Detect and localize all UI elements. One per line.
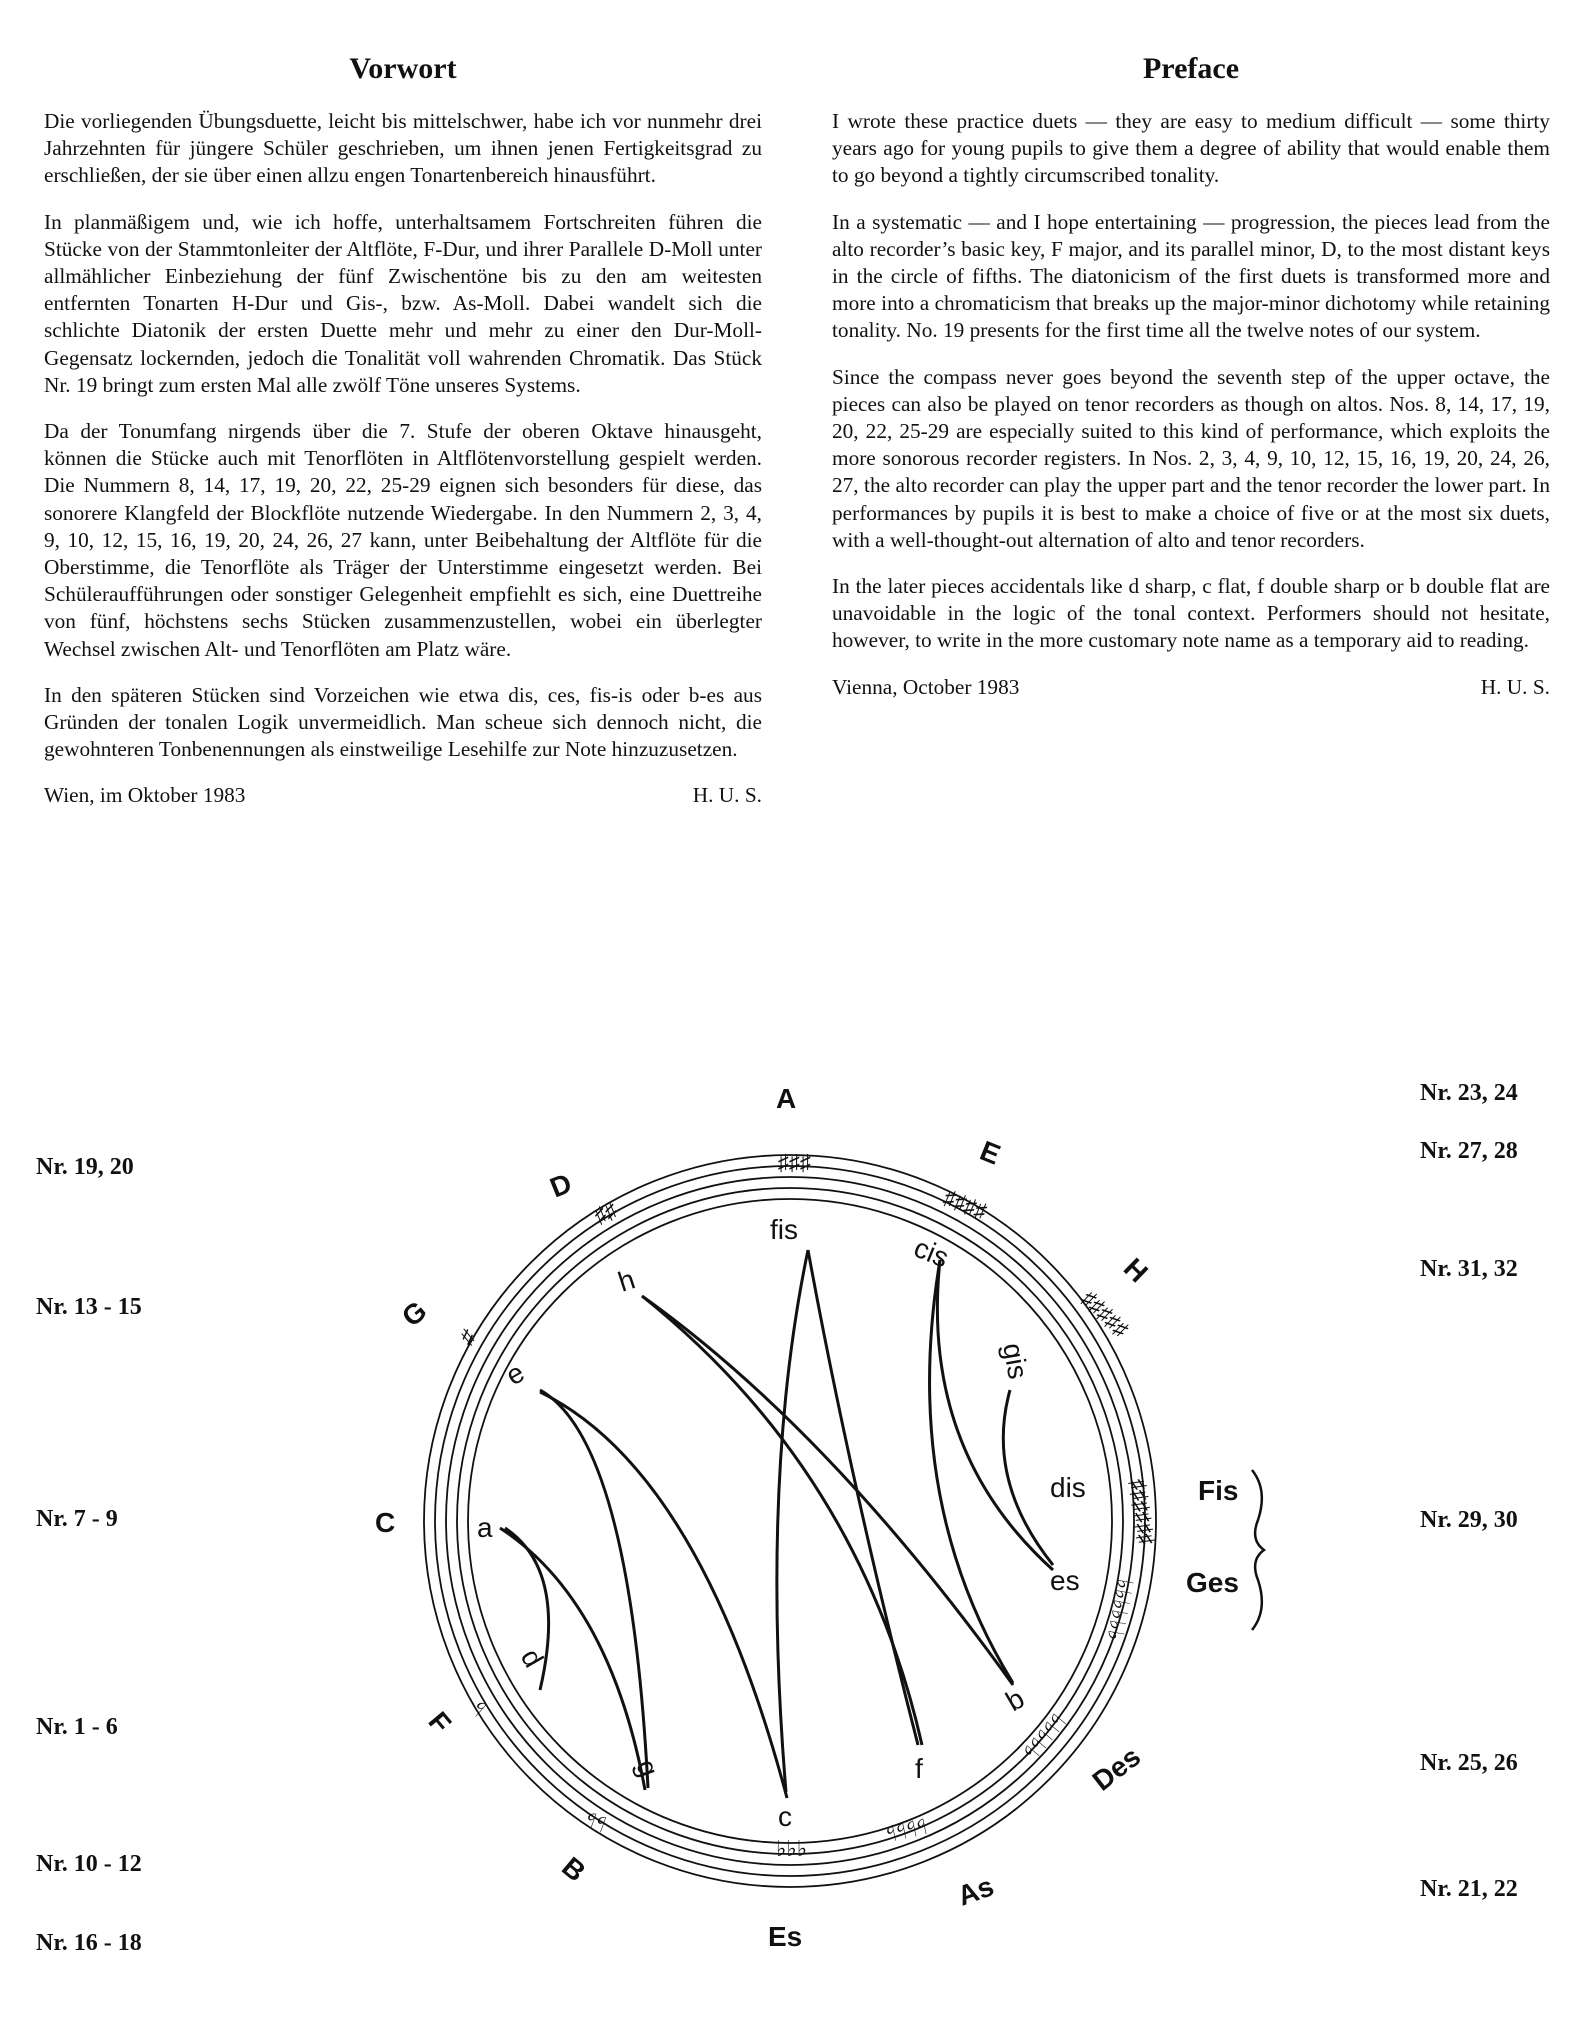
curve-cis-b [930, 1260, 1013, 1683]
staff-ring-1 [424, 1155, 1156, 1887]
key-label-fis: fis [770, 1214, 798, 1245]
nr-label-left-1: Nr. 19, 20 [36, 1154, 134, 1180]
key-label-h: h [614, 1263, 639, 1298]
accidental-e: ♯♯♯♯ [940, 1184, 991, 1225]
preface-place-date: Vienna, October 1983 [832, 674, 1020, 699]
curve-e-c [540, 1392, 787, 1798]
nr-label-left-3: Nr. 7 - 9 [36, 1506, 118, 1532]
vorwort-paragraph-4: In den späteren Stücken sind Vorzeichen wie etwa dis, ces, fis-is oder b-es aus Gründen der tonalen Logik unvermeidlich. Man scheue sich dennoch nicht, die gewohnteren Tonbenennungen als einstweilige Lesehilfe zur Note hinzuzusetzen. [44, 682, 762, 762]
nr-label-right-4: Nr. 29, 30 [1420, 1507, 1518, 1533]
preface-section [832, 52, 1550, 701]
vorwort-section [44, 52, 762, 809]
key-label-es: es [1050, 1565, 1080, 1596]
curve-cis-es [937, 1260, 1053, 1570]
key-label-c: c [778, 1801, 792, 1832]
circle-of-fifths-diagram [0, 1060, 1581, 2023]
key-label-Des: Des [1086, 1740, 1147, 1797]
key-label-d: d [514, 1643, 550, 1673]
accidental-b: ♭♭ [581, 1806, 610, 1837]
vorwort-paragraph-2: In planmäßigem und, wie ich hoffe, unterhaltsamem Fortschreiten führen die Stücke von der Stammtonleiter der Altflöte, F-Dur, und ihrer Parallele D-Moll unter allmählicher Einbeziehung der fünf Zwischentöne bis zu den am weitesten entfernten Tonarten H-Dur und Gis-, bzw. As-Moll. Dabei wandelt sich die schlichte Diatonik der ersten Duette mehr und mehr zu einer den Dur-Moll-Gegensatz lockernden, jedoch die Tonalität voll wahrenden Chromatik. Das Stück Nr. 19 bringt zum ersten Mal alle zwölf Töne unseres Systems. [44, 209, 762, 397]
accidental-h: ♯♯♯♯♯ [1076, 1285, 1134, 1342]
vorwort-paragraph-1: Die vorliegenden Übungsduette, leicht bis mittelschwer, habe ich vor nunmehr drei Jahrzehnten für jüngere Schüler geschrieben, um ihnen jenen Fertigkeitsgrad zu erschließen, der sie über einen allzu engen Tonartenbereich hinausführt. [44, 109, 762, 188]
preface-paragraph-2: In a systematic — and I hope entertaining — progression, the pieces lead from the alto recorder’s basic key, F major, and its parallel minor, D, to the most distant keys in the circle of fifths. The diatonicism of the first duets is transformed more and more into a chromaticism that breaks up the major-minor dichotomy while retaining tonality. No. 19 presents for the first time all the twelve notes of our system. [832, 209, 1550, 343]
nr-label-left-6: Nr. 16 - 18 [36, 1930, 142, 1956]
vorwort-title: Vorwort [349, 52, 457, 85]
accidental-a: ♯♯♯ [778, 1150, 811, 1175]
key-label-A: A [776, 1083, 797, 1114]
staff-ring-3 [446, 1177, 1134, 1865]
preface-initials: H. U. S. [1480, 674, 1550, 699]
key-label-a: a [477, 1512, 493, 1543]
key-label-F: F [422, 1705, 458, 1739]
key-label-b: b [1000, 1682, 1030, 1718]
curve-fis-c [777, 1250, 808, 1792]
key-label-Ges: Ges [1186, 1567, 1239, 1598]
key-label-Fis: Fis [1198, 1475, 1239, 1506]
staff-ring-2 [435, 1166, 1145, 1876]
key-label-e: e [500, 1356, 530, 1392]
accidental-fis: ♯♯♯♯♯♯ [1125, 1477, 1159, 1547]
staff-ring-5 [468, 1199, 1112, 1843]
accidental-d: ♯♯ [590, 1197, 621, 1229]
vorwort-place-date: Wien, im Oktober 1983 [44, 783, 246, 808]
accidental-as: ♭♭♭♭ [883, 1813, 930, 1847]
nr-label-left-2: Nr. 13 - 15 [36, 1294, 142, 1320]
key-label-As: As [953, 1870, 998, 1912]
major-key-labels [375, 1083, 1239, 1952]
key-label-g: g [630, 1755, 665, 1781]
key-label-cis: cis [909, 1231, 954, 1274]
nr-label-left-4: Nr. 1 - 6 [36, 1714, 118, 1740]
preface-paragraph-4: In the later pieces accidentals like d sharp, c flat, f double sharp or b double flat are unavoidable in the logic of the tonal context. Performers should not hesitate, however, to write in the more customary note name as a temporary aid to reading. [832, 574, 1550, 653]
preface-signature [832, 674, 1550, 701]
nr-label-right-1: Nr. 23, 24 [1420, 1080, 1518, 1106]
key-label-f: f [915, 1753, 923, 1784]
curve-h-f [642, 1296, 922, 1745]
key-label-E: E [975, 1134, 1005, 1171]
key-label-Es: Es [768, 1921, 803, 1952]
accidental-des: ♭♭♭♭♭ [1017, 1708, 1071, 1765]
connector-curves [500, 1250, 1053, 1798]
vorwort-initials: H. U. S. [692, 783, 762, 808]
staff-rings [424, 1155, 1156, 1887]
accidental-ges: ♭♭♭♭♭♭ [1102, 1577, 1138, 1643]
key-label-D: D [545, 1167, 577, 1204]
vorwort-paragraph-3: Da der Tonumfang nirgends über die 7. Stufe der oberen Oktave hinausgeht, können die Stücke auch mit Tenorflöten in Altflötenvorstellung gespielt werden. Die Nummern 8, 14, 17, 19, 20, 22, 25-29 eignen sich besonders für diese, das sonorere Klangfeld der Blockflöte nutzende Wiedergabe. In den Nummern 2, 3, 4, 9, 10, 12, 15, 16, 19, 20, 24, 26, 27 kann, unter Beibehaltung der Altflöte für die Oberstimme, die Tenorflöte als Träger der Unterstimme eingesetzt werden. Bei Schüleraufführungen oder sonstiger Gelegenheit empfiehlt es sich, eine Duettreihe von fünf, höchstens sechs Stücken zusammenzustellen, wobei ein überlegter Wechsel zwischen Alt- und Tenorflöten am Platz wäre. [44, 419, 762, 661]
vorwort-signature [44, 782, 762, 809]
nr-label-left-5: Nr. 10 - 12 [36, 1851, 142, 1877]
nr-label-right-2: Nr. 27, 28 [1420, 1138, 1518, 1164]
key-label-H: H [1117, 1252, 1154, 1289]
nr-label-right-6: Nr. 21, 22 [1420, 1876, 1518, 1902]
accidental-es: ♭♭♭ [776, 1836, 808, 1861]
key-label-G: G [395, 1294, 433, 1333]
accidental-f: ♭ [466, 1695, 492, 1721]
key-label-gis: gis [997, 1340, 1034, 1382]
preface-paragraph-3: Since the compass never goes beyond the seventh step of the upper octave, the pieces can also be played on tenor recorders as though on altos. Nos. 8, 14, 17, 19, 20, 22, 25-29 are especially suited to this kind of performance, which exploits the more sonorous recorder registers. In Nos. 2, 3, 4, 9, 10, 12, 15, 16, 19, 20, 24, 26, 27, the alto recorder can play the upper part and the tenor recorder the lower part. In performances by pupils it is best to make a choice of five or at the most six duets, with a well-thought-out alternation of alto and tenor recorders. [832, 364, 1550, 552]
key-label-dis: dis [1050, 1472, 1086, 1503]
enharmonic-brace [1252, 1470, 1264, 1630]
nr-label-right-3: Nr. 31, 32 [1420, 1256, 1518, 1282]
nr-label-right-5: Nr. 25, 26 [1420, 1750, 1518, 1776]
preface-title: Preface [1142, 52, 1240, 85]
preface-paragraph-1: I wrote these practice duets — they are easy to medium difficult — some thirty years ago for young pupils to give them a degree of ability that would enable them to go beyond a tightly circumscribed tonality. [832, 109, 1550, 188]
key-label-B: B [556, 1850, 592, 1888]
accidental-g: ♯ [455, 1323, 480, 1350]
key-label-C: C [375, 1507, 396, 1538]
curve-gis-es [1003, 1390, 1053, 1565]
